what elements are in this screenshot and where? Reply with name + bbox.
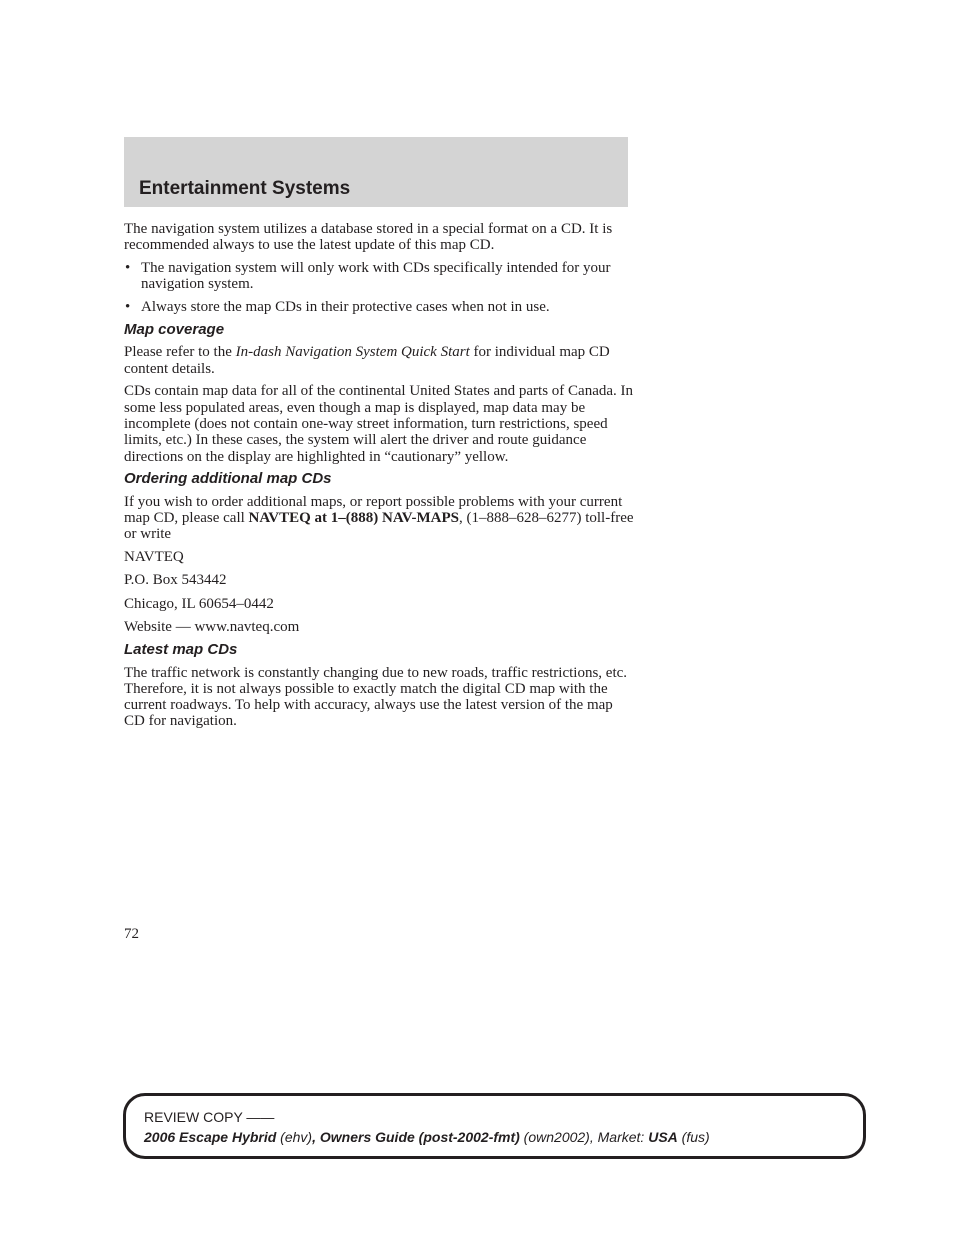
bullet-item: • Always store the map CDs in their protective cases when not in use. [124,299,634,315]
footer-guide: Owners Guide (post-2002-fmt) [319,1129,520,1145]
bullet-item: • The navigation system will only work with CDs specifically intended for your navigation system. [124,260,634,293]
text-span: for individual map CD content details. [124,344,610,377]
footer-separator: , [312,1129,320,1145]
section-header-band [124,137,628,207]
page-number: 72 [124,926,139,942]
footer-review-label: REVIEW COPY —— [144,1109,275,1125]
footer-document-info [144,1129,710,1145]
ordering-heading: Ordering additional map CDs [124,470,332,488]
website-line: Website — www.navteq.com [124,618,300,635]
guide-title-reference: In-dash Navigation System Quick Start [235,344,470,361]
footer-market-code: (fus) [677,1129,710,1145]
footer-market-label: , Market: [589,1129,649,1145]
footer-guide-code: (own2002) [519,1129,590,1145]
footer-market: USA [648,1129,678,1145]
page-content [124,221,634,736]
map-coverage-paragraph-1 [124,344,634,377]
text-span: If you wish to order additional maps, or report possible problems with your current map CD, please call [124,493,623,526]
address-line: P.O. Box 543442 [124,572,227,589]
footer-model: 2006 Escape Hybrid [144,1129,277,1145]
latest-map-heading: Latest map CDs [124,641,238,659]
bullet-list [124,260,634,315]
section-title: Entertainment Systems [139,178,351,199]
ordering-paragraph [124,494,634,543]
intro-paragraph: The navigation system utilizes a database stored in a special format on a CD. It is recommended always to use the latest update of this map CD. [124,221,613,254]
map-coverage-heading: Map coverage [124,320,225,338]
phone-number-bold: NAVTEQ at 1–(888) NAV-MAPS [248,509,459,526]
latest-map-paragraph: The traffic network is constantly changing due to new roads, traffic restrictions, etc. Therefore, it is not always possible to exactly match the digital CD map with the current roadways. To help with accuracy, always use the latest version of the map CD for navigation. [124,664,628,730]
text-span: Please refer to the [124,344,236,361]
map-coverage-paragraph-2: CDs contain map data for all of the continental United States and parts of Canada. In some less populated areas, even though a map is displayed, map data may be incomplete (does not contain one-way street information, turn restrictions, speed limits, etc.) In these cases, the system will alert the driver and route guidance directions on the display are highlighted in “cautionary” yellow. [124,383,634,465]
address-line: Chicago, IL 60654–0442 [124,595,274,612]
address-line: NAVTEQ [124,549,184,566]
review-copy-footer [123,1093,866,1159]
text-span: , (1–888–628–6277) toll-free or write [124,509,634,543]
footer-model-code: (ehv) [276,1129,313,1145]
